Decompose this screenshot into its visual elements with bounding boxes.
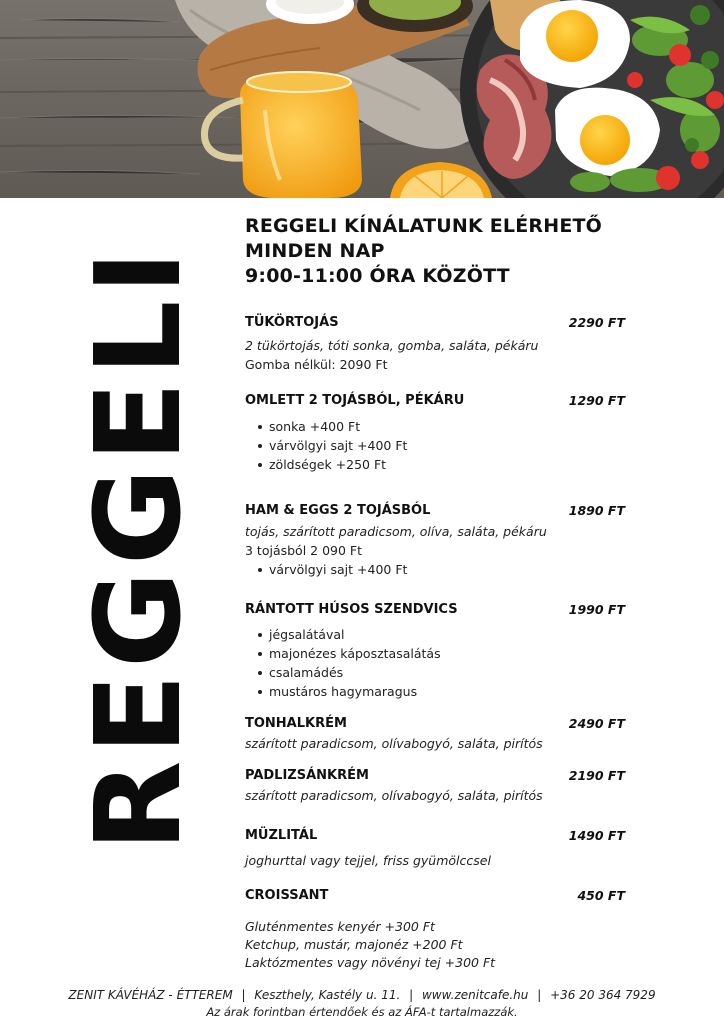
menu-item-price: 2190 FT: [568, 768, 625, 783]
menu-item-name: MÜZLITÁL: [245, 828, 318, 843]
option-item: jégsalátával: [245, 625, 630, 644]
menu-item-name: PADLIZSÁNKRÉM: [245, 768, 369, 783]
heading-line: REGGELI KÍNÁLATUNK ELÉRHETŐ: [245, 215, 603, 237]
extra-item: Gluténmentes kenyér +300 Ft: [245, 919, 435, 934]
phone-number[interactable]: +36 20 364 7929: [550, 988, 656, 1002]
business-name: ZENIT KÁVÉHÁZ - ÉTTEREM: [68, 988, 233, 1002]
menu-item-description: joghurttal vagy tejjel, friss gyümölccsel: [245, 853, 491, 868]
menu-item-muzlital: [245, 827, 630, 870]
menu-item-description: szárított paradicsom, olívabogyó, saláta, pirítós: [245, 788, 543, 803]
menu-item-description: 2 tükörtojás, tóti sonka, gomba, saláta, pékáru: [245, 338, 539, 353]
extra-item: Ketchup, mustár, majonéz +200 Ft: [245, 937, 463, 952]
option-item: sonka +400 Ft: [245, 417, 630, 436]
menu-item-name: TONHALKRÉM: [245, 716, 347, 731]
menu-item-options: [245, 417, 630, 474]
menu-item-price: 1890 FT: [568, 503, 625, 518]
option-item: mustáros hagymaragus: [245, 682, 630, 701]
option-item: várvölgyi sajt +400 Ft: [245, 560, 630, 579]
heading-line: MINDEN NAP: [245, 240, 385, 262]
menu-item-note: Gomba nélkül: 2090 Ft: [245, 357, 388, 372]
menu-item-price: 2490 FT: [568, 716, 625, 731]
option-item: majonézes káposztasalátás: [245, 644, 630, 663]
menu-item-price: 1990 FT: [568, 602, 625, 617]
menu-item-omlett: [245, 392, 630, 474]
menu-item-name: OMLETT 2 TOJÁSBÓL, PÉKÁRU: [245, 393, 465, 408]
menu-heading: [245, 214, 645, 289]
footer-contact-line: [0, 987, 724, 1004]
breakfast-photo-icon: [0, 0, 724, 198]
menu-item-tonhalkrem: [245, 715, 630, 753]
menu-item-ham-eggs: [245, 502, 630, 579]
menu-item-price: 1290 FT: [568, 393, 625, 408]
menu-item-name: TÜKÖRTOJÁS: [245, 315, 339, 330]
extras-list: [245, 918, 495, 972]
menu-item-description: szárított paradicsom, olívabogyó, saláta, pirítós: [245, 736, 543, 751]
menu-item-name: HAM & EGGS 2 TOJÁSBÓL: [245, 503, 431, 518]
address: Keszthely, Kastély u. 11.: [254, 988, 401, 1002]
menu-item-price: 1490 FT: [568, 828, 625, 843]
separator: |: [537, 988, 542, 1002]
menu-item-price: 2290 FT: [568, 315, 625, 330]
option-item: zöldségek +250 Ft: [245, 455, 630, 474]
menu-item-options: [245, 625, 630, 701]
separator: |: [409, 988, 414, 1002]
price-disclaimer: Az árak forintban értendőek és az ÁFA-t tartalmazzák.: [206, 1005, 518, 1019]
menu-item-options: [245, 560, 630, 579]
menu-item-description: tojás, szárított paradicsom, olíva, saláta, pékáru: [245, 524, 547, 539]
menu-item-name: CROISSANT: [245, 888, 329, 903]
heading-line: 9:00-11:00 ÓRA KÖZÖTT: [245, 265, 510, 287]
separator: |: [241, 988, 246, 1002]
breakfast-photo: [0, 0, 724, 198]
menu-item-padlizsankrem: [245, 767, 630, 805]
option-item: csalamádés: [245, 663, 630, 682]
menu-item-name: RÁNTOTT HÚSOS SZENDVICS: [245, 602, 458, 617]
menu-item-rantott-szendvics: [245, 601, 630, 701]
option-item: várvölgyi sajt +400 Ft: [245, 436, 630, 455]
menu-item-croissant: [245, 887, 630, 905]
extra-item: Laktózmentes vagy növényi tej +300 Ft: [245, 955, 496, 970]
menu-item-tukortojas: [245, 314, 630, 374]
footer: [0, 987, 724, 1020]
menu-item-note: 3 tojásból 2 090 Ft: [245, 543, 362, 558]
menu-item-price: 450 FT: [577, 888, 625, 903]
website-link[interactable]: www.zenitcafe.hu: [421, 988, 529, 1002]
reggeli-vertical-title: REGGELI: [69, 244, 207, 852]
